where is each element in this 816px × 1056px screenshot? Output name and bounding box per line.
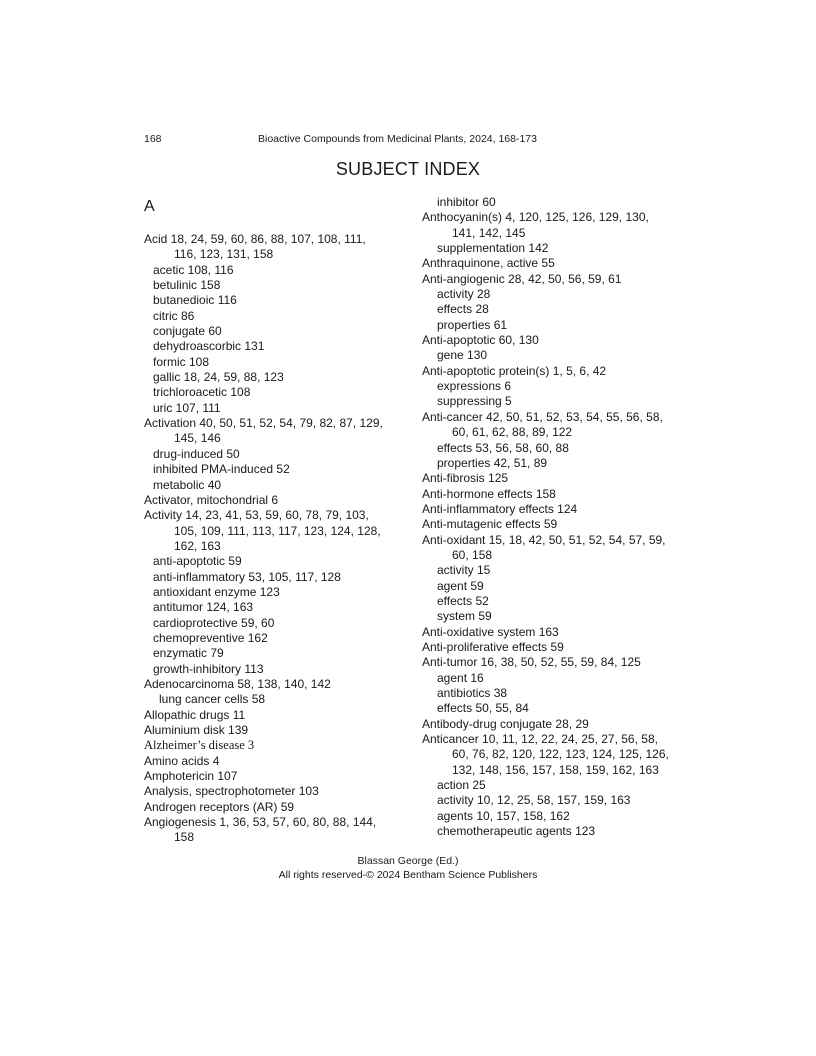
running-head: Bioactive Compounds from Medicinal Plants, 2024, 168-173 — [258, 133, 537, 145]
index-subentry: effects 50, 55, 84 — [437, 701, 529, 716]
page-title: SUBJECT INDEX — [335, 159, 481, 179]
index-subentry: effects 53, 56, 58, 60, 88 — [437, 440, 569, 455]
index-subentry: antitumor 124, 163 — [153, 600, 254, 615]
index-subentry: agents 10, 157, 158, 162 — [437, 808, 570, 823]
index-subentry: acetic 108, 116 — [153, 262, 234, 277]
index-subentry: lung cancer cells 58 — [159, 692, 266, 707]
index-subentry: enzymatic 79 — [153, 646, 224, 661]
index-entry: Activator, mitochondrial 6 — [144, 492, 279, 507]
index-entry-continuation: 145, 146 — [174, 431, 221, 446]
index-entry: Amphotericin 107 — [144, 769, 238, 784]
index-subentry: expressions 6 — [437, 379, 512, 394]
index-entry: Anti-inflammatory effects 124 — [422, 501, 578, 516]
footer-editor: Blassan George (Ed.) — [357, 855, 459, 867]
index-subentry: anti-apoptotic 59 — [153, 554, 242, 569]
index-entry: Anthocyanin(s) 4, 120, 125, 126, 129, 130, — [422, 210, 649, 225]
index-entry: Anti-angiogenic 28, 42, 50, 56, 59, 61 — [422, 271, 622, 286]
index-subentry: activity 15 — [437, 563, 491, 578]
index-subentry: formic 108 — [153, 354, 210, 369]
index-subentry: drug-induced 50 — [153, 446, 240, 461]
index-subentry: citric 86 — [153, 308, 195, 323]
index-subentry: inhibitor 60 — [437, 195, 496, 209]
index-entry: Activity 14, 23, 41, 53, 59, 60, 78, 79, 103, — [144, 508, 369, 523]
index-entry: Amino acids 4 — [144, 753, 220, 768]
index-subentry: effects 52 — [437, 593, 489, 608]
index-subentry: agent 16 — [437, 670, 484, 685]
index-entry-continuation: 158 — [174, 830, 195, 845]
page-number: 168 — [144, 133, 162, 145]
index-subentry: activity 10, 12, 25, 58, 157, 159, 163 — [437, 793, 631, 808]
index-subentry: system 59 — [437, 609, 492, 624]
index-subentry: action 25 — [437, 778, 486, 793]
index-column-left — [144, 195, 406, 846]
index-entry: Adenocarcinoma 58, 138, 140, 142 — [144, 676, 331, 691]
index-subentry: betulinic 158 — [153, 278, 221, 293]
index-entry: Anti-proliferative effects 59 — [422, 639, 564, 654]
index-subentry: inhibited PMA-induced 52 — [153, 462, 290, 477]
index-entry: Anti-tumor 16, 38, 50, 52, 55, 59, 84, 125 — [422, 655, 641, 670]
index-subentry: properties 42, 51, 89 — [437, 455, 548, 470]
index-entry: Androgen receptors (AR) 59 — [144, 799, 295, 814]
index-entry: Allopathic drugs 11 — [144, 707, 246, 722]
index-entry: Anticancer 10, 11, 12, 22, 24, 25, 27, 56, 58, — [422, 732, 658, 747]
index-entry: Anti-mutagenic effects 59 — [422, 517, 558, 532]
index-subentry: properties 61 — [437, 317, 508, 332]
index-entry: Anti-cancer 42, 50, 51, 52, 53, 54, 55, 56, 58, — [422, 409, 663, 424]
index-entry-continuation: 132, 148, 156, 157, 158, 159, 162, 163 — [452, 762, 659, 777]
index-entry: Anti-oxidative system 163 — [422, 624, 559, 639]
index-entry: Anti-apoptotic protein(s) 1, 5, 6, 42 — [422, 363, 607, 378]
index-entry: Activation 40, 50, 51, 52, 54, 79, 82, 87, 129, — [144, 416, 383, 431]
index-subentry: butanedioic 116 — [153, 293, 237, 308]
index-entry: Aluminium disk 139 — [144, 723, 249, 737]
index-subentry: effects 28 — [437, 302, 489, 317]
index-subentry: dehydroascorbic 131 — [153, 339, 265, 354]
index-entry-continuation: 60, 158 — [452, 547, 493, 562]
index-subentry: growth-inhibitory 113 — [153, 661, 264, 676]
index-subentry: suppressing 5 — [437, 394, 512, 409]
index-entry-continuation: 60, 76, 82, 120, 122, 123, 124, 125, 126, — [452, 747, 669, 762]
index-entry-continuation: 162, 163 — [174, 538, 221, 553]
index-entry-continuation: 60, 61, 62, 88, 89, 122 — [452, 425, 573, 440]
index-subentry: chemotherapeutic agents 123 — [437, 824, 596, 839]
index-entry: Angiogenesis 1, 36, 53, 57, 60, 80, 88, 144, — [144, 815, 377, 830]
index-subentry: metabolic 40 — [153, 477, 222, 492]
index-subentry: activity 28 — [437, 287, 491, 302]
index-subentry: supplementation 142 — [437, 241, 549, 256]
index-subentry: antioxidant enzyme 123 — [153, 584, 280, 599]
index-subentry: gallic 18, 24, 59, 88, 123 — [153, 370, 284, 385]
index-entry: Alzheimer’s disease 3 — [144, 738, 255, 753]
section-letter: A — [144, 198, 155, 215]
index-entry-continuation: 105, 109, 111, 113, 117, 123, 124, 128, — [174, 523, 381, 538]
index-entry: Anti-fibrosis 125 — [422, 471, 509, 486]
index-subentry: chemopreventive 162 — [153, 630, 268, 645]
index-subentry: gene 130 — [437, 348, 488, 363]
index-subentry: uric 107, 111 — [153, 400, 221, 415]
footer-rights: All rights reserved-© 2024 Bentham Science Publishers — [278, 869, 538, 881]
index-entry: Analysis, spectrophotometer 103 — [144, 784, 319, 799]
index-entry: Anti-apoptotic 60, 130 — [422, 333, 539, 348]
index-entry: Antibody-drug conjugate 28, 29 — [422, 716, 589, 731]
index-entry: Anti-hormone effects 158 — [422, 486, 556, 501]
index-subentry: trichloroacetic 108 — [153, 385, 251, 400]
index-subentry: cardioprotective 59, 60 — [153, 615, 275, 630]
index-entry: Acid 18, 24, 59, 60, 86, 88, 107, 108, 111, — [144, 232, 366, 246]
index-entry: Anti-oxidant 15, 18, 42, 50, 51, 52, 54, 57, 59, — [422, 532, 666, 547]
index-entry: Anthraquinone, active 55 — [422, 256, 555, 271]
index-subentry: conjugate 60 — [153, 324, 222, 339]
index-column-right — [422, 195, 684, 839]
index-entry-continuation: 116, 123, 131, 158 — [174, 247, 274, 262]
index-subentry: agent 59 — [437, 578, 484, 593]
index-entry-continuation: 141, 142, 145 — [452, 225, 526, 240]
index-subentry: anti-inflammatory 53, 105, 117, 128 — [153, 569, 341, 584]
index-subentry: antibiotics 38 — [437, 686, 508, 700]
